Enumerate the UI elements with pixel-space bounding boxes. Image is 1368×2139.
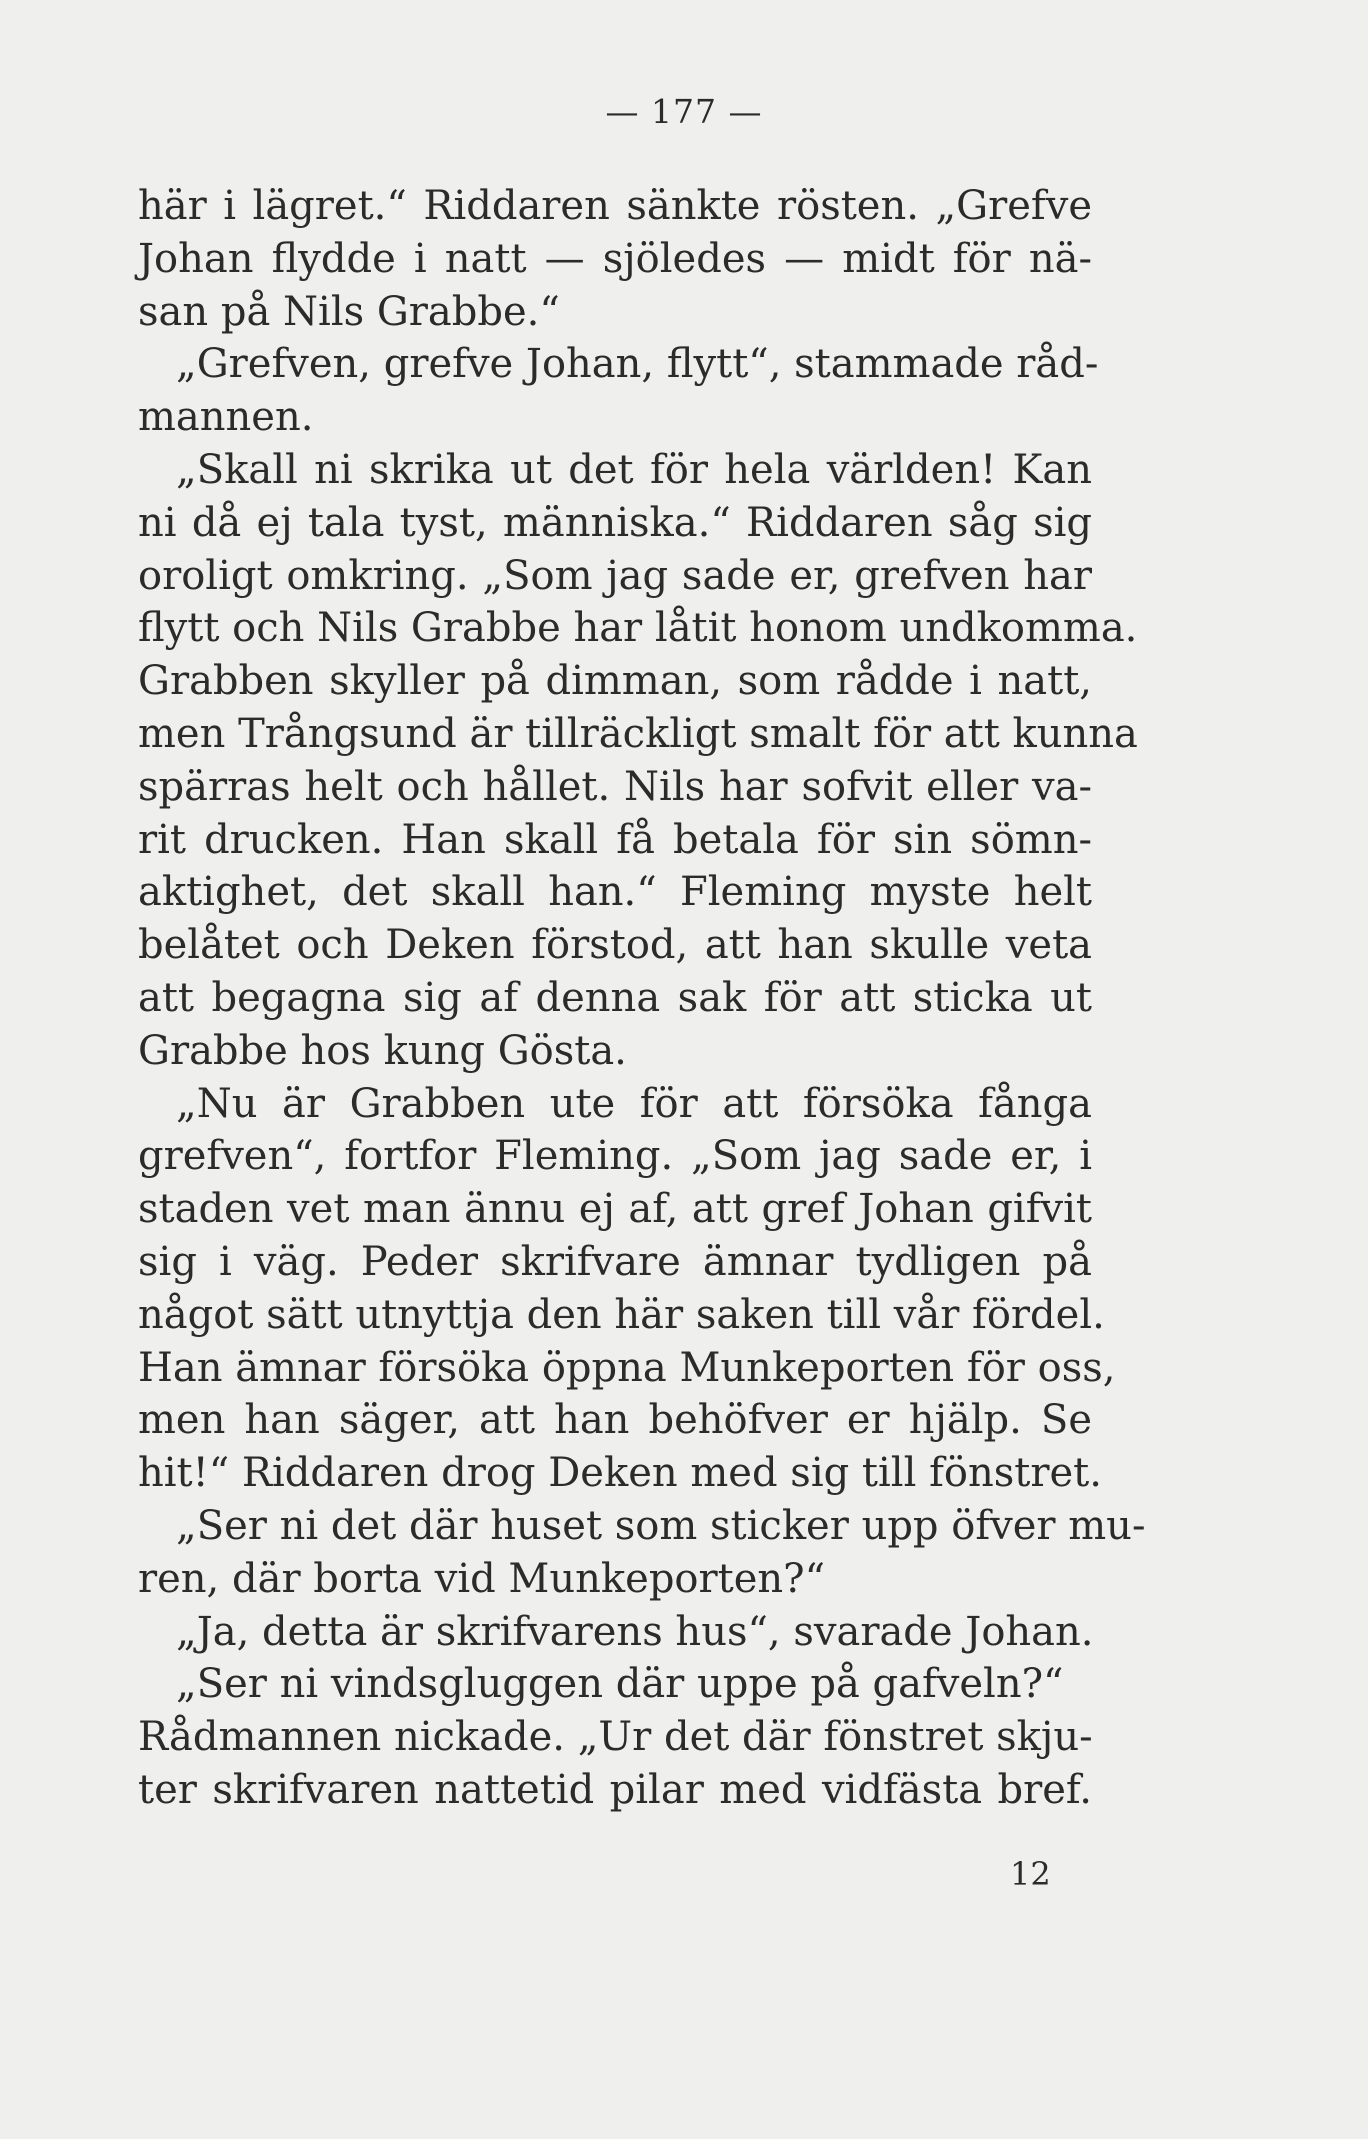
text-line: ter skrifvaren nattetid pilar med vidfästa bref.	[138, 1766, 1092, 1813]
text-line: aktighet, det skall han.“ Fleming myste helt	[138, 869, 1092, 916]
text-line: oroligt omkring. „Som jag sade er, grefven har	[138, 552, 1092, 599]
text-line: ni då ej tala tyst, människa.“ Riddaren såg sig	[138, 499, 1092, 546]
text-line: belåtet och Deken förstod, att han skulle veta	[138, 922, 1092, 969]
text-line: spärras helt och hållet. Nils har sofvit eller va-	[138, 763, 1092, 810]
text-line: men han säger, att han behöfver er hjälp. Se	[138, 1397, 1092, 1444]
text-line: rit drucken. Han skall få betala för sin sömn-	[138, 816, 1092, 863]
text-line: flytt och Nils Grabbe har låtit honom undkomma.	[138, 605, 1138, 652]
text-line: sig i väg. Peder skrifvare ämnar tydligen på	[138, 1238, 1092, 1285]
text-line: „Ser ni vindsgluggen där uppe på gafveln?“	[176, 1661, 1064, 1708]
text-line: staden vet man ännu ej af, att gref Johan gifvit	[138, 1186, 1092, 1233]
body-text	[138, 180, 1146, 1817]
text-line: Johan flydde i natt — sjöledes — midt för nä-	[138, 235, 1092, 282]
text-line: „Skall ni skrika ut det för hela världen! Kan	[176, 446, 1092, 493]
text-line: här i lägret.“ Riddaren sänkte rösten. „Grefve	[138, 183, 1092, 229]
text-line: grefven“, fortfor Fleming. „Som jag sade er, i	[138, 1133, 1092, 1180]
text-line: „Ser ni det där huset som sticker upp öfver mu-	[176, 1502, 1146, 1549]
text-line: mannen.	[138, 394, 314, 441]
text-line: Grabbe hos kung Gösta.	[138, 1027, 627, 1074]
text-line: något sätt utnyttja den här saken till vår fördel.	[138, 1291, 1105, 1338]
text-line: Grabben skyller på dimman, som rådde i natt,	[138, 658, 1092, 705]
text-line: „Ja, detta är skrifvarens hus“, svarade Johan.	[176, 1608, 1094, 1655]
text-line: men Trångsund är tillräckligt smalt för att kunna	[138, 710, 1138, 757]
page-number-header: — 177 —	[605, 92, 763, 131]
text-line: Han ämnar försöka öppna Munkeporten för oss,	[138, 1344, 1116, 1391]
text-line: san på Nils Grabbe.“	[138, 288, 560, 335]
text-line: hit!“ Riddaren drog Deken med sig till fönstret.	[138, 1450, 1102, 1497]
text-line: att begagna sig af denna sak för att sticka ut	[138, 974, 1092, 1021]
text-line: Rådmannen nickade. „Ur det där fönstret skju-	[138, 1714, 1093, 1761]
text-line: „Nu är Grabben ute för att försöka fånga	[176, 1080, 1092, 1127]
text-line: ren, där borta vid Munkeporten?“	[138, 1555, 826, 1602]
text-line: „Grefven, grefve Johan, flytt“, stammade råd-	[176, 341, 1099, 388]
signature-mark: 12	[1010, 1855, 1051, 1893]
